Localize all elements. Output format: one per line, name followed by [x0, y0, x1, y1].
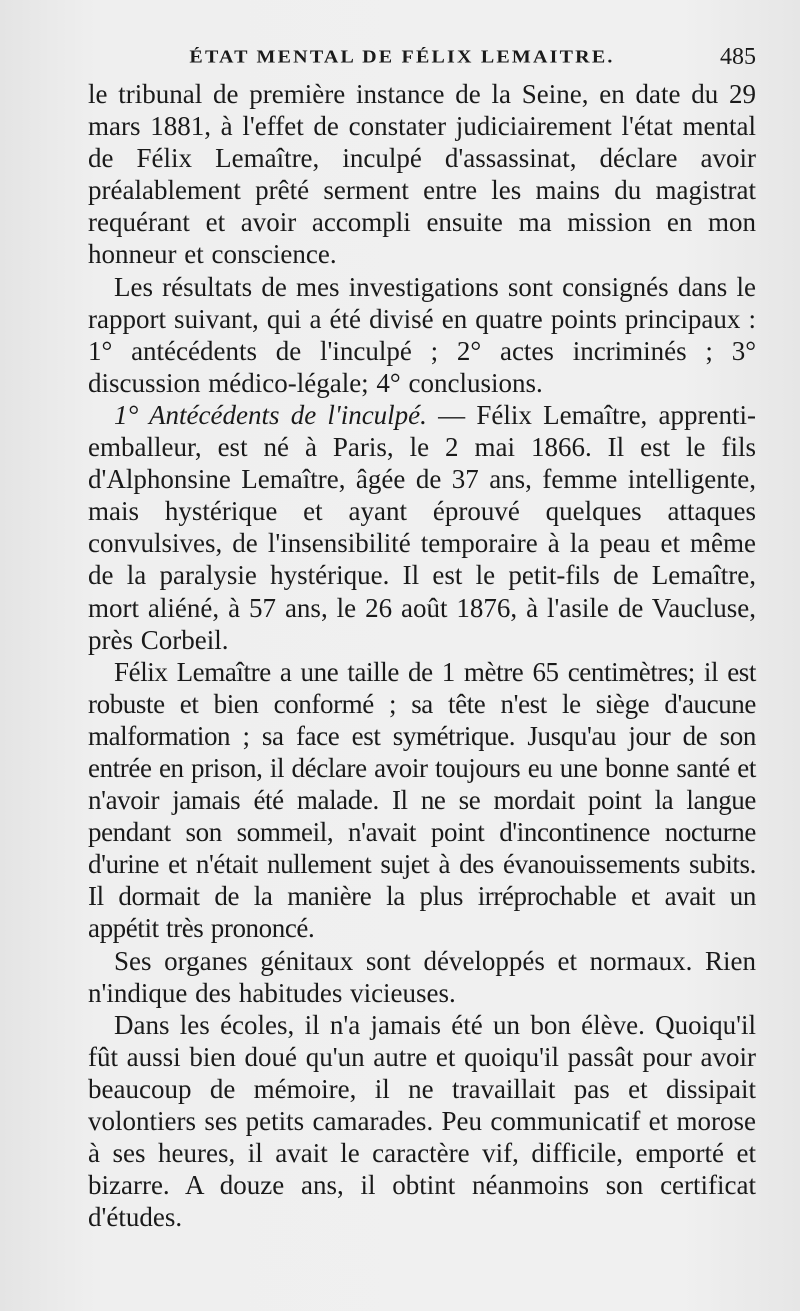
section-heading-antecedents: 1° Antécédents de l'inculpé. — [114, 399, 427, 430]
paragraph-physical-description: Félix Lemaître a une taille de 1 mètre 65 centimètres; il est robuste et bien conformé ; sa tête n'est le siège d'aucune malformation ; sa face est symétrique. Jusqu'au jour de son entrée en prison, il déclare avoir toujours eu une bonne santé et n'avoir jamais été malade. Il ne se mordait point la langue pendant son sommeil, n'avait point d'incontinence nocturne d'urine et n'était nullement sujet à des évanouissements subits. Il dormait de la manière la plus irréprochable et avait un appétit très prononcé. — [88, 656, 756, 944]
paragraph-results: Les résultats de mes investigations sont consignés dans le rapport suivant, qui a été divisé en quatre points principaux : 1° antécédents de l'inculpé ; 2° actes incriminés ; 3° discussion médico-légale; 4° conclusions. — [88, 271, 756, 398]
paragraph-schooling: Dans les écoles, il n'a jamais été un bon élève. Quoiqu'il fût aussi bien doué qu'un autre et quoiqu'il passât pour avoir beaucoup de mémoire, il ne travaillait pas et dissipait volontiers ses petits camarades. Peu communicatif et morose à ses heures, il avait le caractère vif, difficile, emporté et bizarre. A douze ans, il obtint néanmoins son certificat d'études. — [88, 1009, 756, 1233]
running-title: ÉTAT MENTAL DE FÉLIX LEMAITRE. — [189, 46, 615, 68]
page-number: 485 — [720, 44, 756, 70]
paragraph-continuation: le tribunal de première instance de la Seine, en date du 29 mars 1881, à l'effet de constater judiciairement l'état mental de Félix Lemaître, inculpé d'assassinat, déclare avoir préalablement prêté serment entre les mains du magistrat requérant et avoir accompli ensuite ma mission en mon honneur et conscience. — [88, 79, 756, 270]
paragraph-antecedents — [88, 399, 756, 656]
body-text — [88, 78, 756, 1233]
paragraph-antecedents-text: — Félix Lemaître, apprenti-emballeur, est né à Paris, le 2 mai 1866. Il est le fils d'Alphonsine Lemaître, âgée de 37 ans, femme intelligente, mais hystérique et ayant éprouvé quelques attaques convulsives, de l'insensibilité temporaire à la peau et même de la paralysie hystérique. Il est le petit-fils de Lemaître, mort aliéné, à 57 ans, le 26 août 1876, à l'asile de Vaucluse, près Corbeil. — [88, 399, 756, 655]
running-header — [88, 36, 756, 78]
paragraph-genital-organs: Ses organes génitaux sont développés et normaux. Rien n'indique des habitudes vicieuses. — [88, 945, 756, 1008]
